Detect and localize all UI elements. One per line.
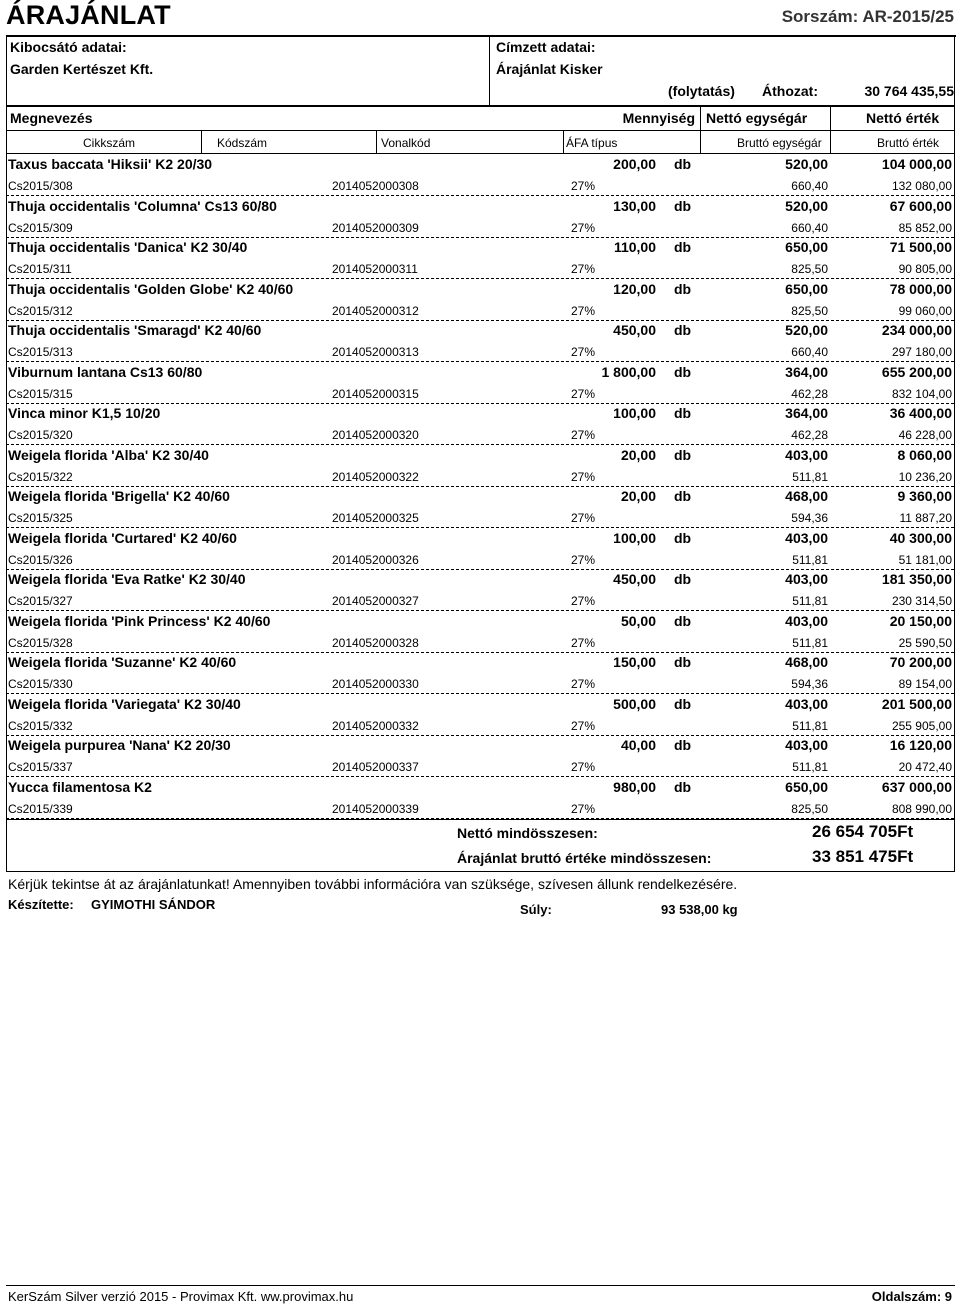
item-gross-unit-price: 462,28 [791,428,828,442]
item-gross-unit-price: 825,50 [791,262,828,276]
item-gross-total: 132 080,00 [891,179,952,193]
column-divider-1 [201,130,202,154]
item-code: Cs2015/326 [8,552,73,567]
item-name: Weigela florida 'Variegata' K2 30/40 [8,695,241,712]
item-quantity: 150,00 [613,654,656,670]
item-quantity: 20,00 [620,488,656,504]
item-gross-unit-price: 462,28 [791,386,828,401]
item-net-total: 637 000,00 [881,778,952,795]
item-gross-total: 297 180,00 [891,345,952,359]
item-net-unit-price: 468,00 [785,654,828,670]
item-net-total: 40 300,00 [889,529,952,546]
item-barcode: 2014052000308 [332,179,419,193]
column-divider-4 [700,106,701,154]
item-vat: 27% [571,303,596,318]
column-header-divider [6,130,955,131]
col-net-total-header: Nettó érték [866,110,940,126]
item-net-total: 234 000,00 [881,322,952,338]
item-gross-total: 11 887,20 [899,511,952,525]
item-name: Thuja occidentalis 'Smaragd' K2 40/60 [8,322,262,338]
item-gross-total: 85 852,00 [898,220,952,235]
item-net-total: 71 500,00 [889,239,952,255]
item-gross-total: 832 104,00 [891,386,952,401]
item-gross-unit-price: 825,50 [791,303,828,318]
item-vat: 27% [571,220,596,235]
item-net-unit-price: 403,00 [785,529,828,546]
item-unit: db [674,529,692,546]
weight-label: Súly: [520,902,552,917]
item-net-unit-price: 520,00 [785,156,828,172]
item-net-unit-price: 650,00 [785,280,828,297]
item-barcode: 2014052000311 [332,262,418,276]
item-net-unit-price: 403,00 [785,612,828,629]
item-net-unit-price: 650,00 [785,778,828,795]
col-gross-total-header: Bruttó érték [877,136,940,150]
item-barcode: 2014052000332 [332,718,419,733]
item-gross-total: 10 236,20 [898,469,952,484]
col-vat-header: ÁFA típus [566,136,618,150]
item-quantity: 110,00 [613,239,656,255]
item-vat: 27% [571,428,596,442]
item-code: Cs2015/309 [8,220,73,235]
item-vat: 27% [571,677,596,691]
item-gross-unit-price: 660,40 [791,345,828,359]
item-code: Cs2015/337 [8,760,73,774]
item-quantity: 500,00 [613,695,656,712]
item-barcode: 2014052000326 [332,552,419,567]
item-name: Taxus baccata 'Hiksii' K2 20/30 [8,156,213,172]
item-gross-total: 255 905,00 [891,718,952,733]
item-unit: db [674,446,692,463]
item-net-unit-price: 403,00 [785,571,828,587]
item-unit: db [674,488,692,504]
item-barcode: 2014052000315 [332,386,419,401]
item-unit: db [674,654,692,670]
items-box [6,154,955,820]
gross-total-label: Árajánlat bruttó értéke mindösszesen: [457,850,712,866]
item-net-total: 20 150,00 [889,612,952,629]
item-name: Vinca minor K1,5 10/20 [8,405,161,421]
item-code: Cs2015/320 [8,428,73,442]
item-net-unit-price: 403,00 [785,446,828,463]
item-vat: 27% [571,552,596,567]
item-gross-unit-price: 511,81 [792,635,828,650]
col-net-unit-header: Nettó egységár [706,110,808,126]
item-gross-total: 89 154,00 [898,677,952,691]
col-code-header: Cikkszám [83,136,136,150]
item-net-unit-price: 650,00 [785,239,828,255]
software-credit: KerSzám Silver verzió 2015 - Provimax Kft. ww.provimax.hu [8,1289,354,1304]
item-barcode: 2014052000322 [332,469,419,484]
footer-rule [6,1285,955,1286]
item-quantity: 450,00 [613,322,656,338]
item-vat: 27% [571,469,596,484]
continuation-label: (folytatás) [668,83,735,99]
item-net-unit-price: 468,00 [785,488,828,504]
item-net-unit-price: 364,00 [785,405,828,421]
recipient-label: Címzett adatai: [496,39,596,55]
item-quantity: 1 800,00 [601,363,656,380]
item-unit: db [674,405,692,421]
item-name: Weigela florida 'Alba' K2 30/40 [8,446,209,463]
item-barcode: 2014052000337 [332,760,419,774]
item-unit: db [674,239,692,255]
net-total-value: 26 654 705Ft [812,822,914,841]
item-net-unit-price: 403,00 [785,737,828,753]
item-gross-total: 46 228,00 [898,428,952,442]
item-vat: 27% [571,594,596,608]
item-barcode: 2014052000313 [332,345,419,359]
item-name: Thuja occidentalis 'Danica' K2 30/40 [8,239,248,255]
item-unit: db [674,156,692,172]
item-gross-unit-price: 594,36 [791,677,828,691]
col-barcode-header: Vonalkód [381,136,431,150]
item-name: Weigela florida 'Suzanne' K2 40/60 [8,654,237,670]
item-gross-total: 51 181,00 [898,552,952,567]
item-vat: 27% [571,635,596,650]
item-code: Cs2015/327 [8,594,73,608]
item-code: Cs2015/315 [8,386,73,401]
item-vat: 27% [571,718,596,733]
item-net-total: 104 000,00 [881,156,952,172]
item-gross-unit-price: 660,40 [791,179,828,193]
item-name: Thuja occidentalis 'Golden Globe' K2 40/60 [8,280,294,297]
brought-forward-label: Áthozat: [762,83,818,99]
item-net-total: 78 000,00 [889,280,952,297]
item-barcode: 2014052000339 [332,801,419,816]
item-vat: 27% [571,386,596,401]
item-net-total: 70 200,00 [889,654,952,670]
brought-forward-value: 30 764 435,55 [864,83,954,99]
item-code: Cs2015/322 [8,469,73,484]
item-unit: db [674,737,692,753]
serial-number: Sorszám: AR-2015/25 [781,7,954,26]
item-net-total: 9 360,00 [897,488,952,504]
item-code: Cs2015/339 [8,801,73,816]
item-gross-total: 90 805,00 [898,262,952,276]
item-name: Thuja occidentalis 'Columna' Cs13 60/80 [8,197,277,214]
item-net-unit-price: 520,00 [785,197,828,214]
gross-total-value: 33 851 475Ft [812,847,914,866]
item-code: Cs2015/325 [8,511,73,525]
col-name-header: Megnevezés [10,110,93,126]
item-unit: db [674,571,692,587]
item-net-total: 16 120,00 [889,737,952,753]
item-gross-total: 99 060,00 [898,303,952,318]
item-gross-unit-price: 511,81 [792,594,828,608]
item-code: Cs2015/328 [8,635,73,650]
item-quantity: 100,00 [613,405,656,421]
item-quantity: 50,00 [620,612,656,629]
item-vat: 27% [571,760,596,774]
item-unit: db [674,280,692,297]
item-gross-unit-price: 594,36 [791,511,828,525]
parties-divider [489,36,490,106]
item-net-unit-price: 403,00 [785,695,828,712]
item-unit: db [674,363,692,380]
item-net-total: 67 600,00 [889,197,952,214]
item-quantity: 980,00 [613,778,656,795]
item-net-unit-price: 520,00 [785,322,828,338]
item-net-total: 201 500,00 [881,695,952,712]
item-net-unit-price: 364,00 [785,363,828,380]
item-vat: 27% [571,345,596,359]
weight-value: 93 538,00 kg [661,902,738,917]
prepared-by-name: GYIMOTHI SÁNDOR [91,897,216,912]
item-gross-unit-price: 511,81 [792,469,828,484]
prepared-by-label: Készítette: [8,897,74,912]
col-qty-header: Mennyiség [622,110,695,126]
item-name: Weigela purpurea 'Nana' K2 20/30 [8,737,231,753]
item-barcode: 2014052000320 [332,428,419,442]
page-number: Oldalszám: 9 [871,1289,952,1304]
item-quantity: 120,00 [613,280,656,297]
item-barcode: 2014052000327 [332,594,419,608]
item-vat: 27% [571,801,596,816]
recipient-name: Árajánlat Kisker [496,61,603,77]
item-unit: db [674,778,692,795]
item-barcode: 2014052000325 [332,511,419,525]
item-gross-unit-price: 660,40 [791,220,828,235]
net-total-label: Nettó mindösszesen: [457,825,598,841]
item-quantity: 20,00 [620,446,656,463]
item-vat: 27% [571,262,596,276]
item-quantity: 130,00 [613,197,656,214]
item-gross-total: 808 990,00 [891,801,952,816]
item-name: Yucca filamentosa K2 [8,778,152,795]
item-net-total: 181 350,00 [881,571,952,587]
item-name: Weigela florida 'Brigella' K2 40/60 [8,488,230,504]
item-gross-unit-price: 511,81 [792,718,828,733]
item-code: Cs2015/332 [8,718,73,733]
item-barcode: 2014052000309 [332,220,419,235]
item-gross-total: 230 314,50 [891,594,952,608]
item-quantity: 40,00 [620,737,656,753]
column-divider-2 [376,130,377,154]
item-unit: db [674,197,692,214]
issuer-name: Garden Kertészet Kft. [10,61,154,77]
item-name: Weigela florida 'Eva Ratke' K2 30/40 [8,571,246,587]
column-divider-3 [563,130,564,154]
item-net-total: 655 200,00 [881,363,952,380]
column-divider-5 [830,106,831,154]
item-vat: 27% [571,179,596,193]
issuer-label: Kibocsátó adatai: [10,39,127,55]
item-net-total: 8 060,00 [897,446,952,463]
item-quantity: 100,00 [613,529,656,546]
item-gross-unit-price: 511,81 [792,552,828,567]
item-barcode: 2014052000328 [332,635,419,650]
item-quantity: 450,00 [613,571,656,587]
item-unit: db [674,322,692,338]
item-name: Viburnum lantana Cs13 60/80 [8,363,203,380]
item-name: Weigela florida 'Pink Princess' K2 40/60 [8,612,271,629]
item-unit: db [674,695,692,712]
item-net-total: 36 400,00 [889,405,952,421]
item-gross-unit-price: 511,81 [792,760,828,774]
item-gross-unit-price: 825,50 [791,801,828,816]
item-name: Weigela florida 'Curtared' K2 40/60 [8,529,237,546]
item-code: Cs2015/313 [8,345,73,359]
item-unit: db [674,612,692,629]
item-code: Cs2015/312 [8,303,73,318]
col-gross-unit-header: Bruttó egységár [737,136,822,150]
closing-note: Kérjük tekintse át az árajánlatunkat! Amennyiben további információra van szüksége, szívesen állunk rendelkezésére. [8,876,738,892]
col-kod-header: Kódszám [217,136,268,150]
item-gross-total: 20 472,40 [898,760,952,774]
item-vat: 27% [571,511,596,525]
item-quantity: 200,00 [613,156,656,172]
item-code: Cs2015/308 [8,179,73,193]
item-code: Cs2015/330 [8,677,73,691]
document-title: ÁRAJÁNLAT [6,0,171,30]
item-barcode: 2014052000312 [332,303,419,318]
item-gross-total: 25 590,50 [898,635,952,650]
item-barcode: 2014052000330 [332,677,419,691]
item-code: Cs2015/311 [8,262,72,276]
